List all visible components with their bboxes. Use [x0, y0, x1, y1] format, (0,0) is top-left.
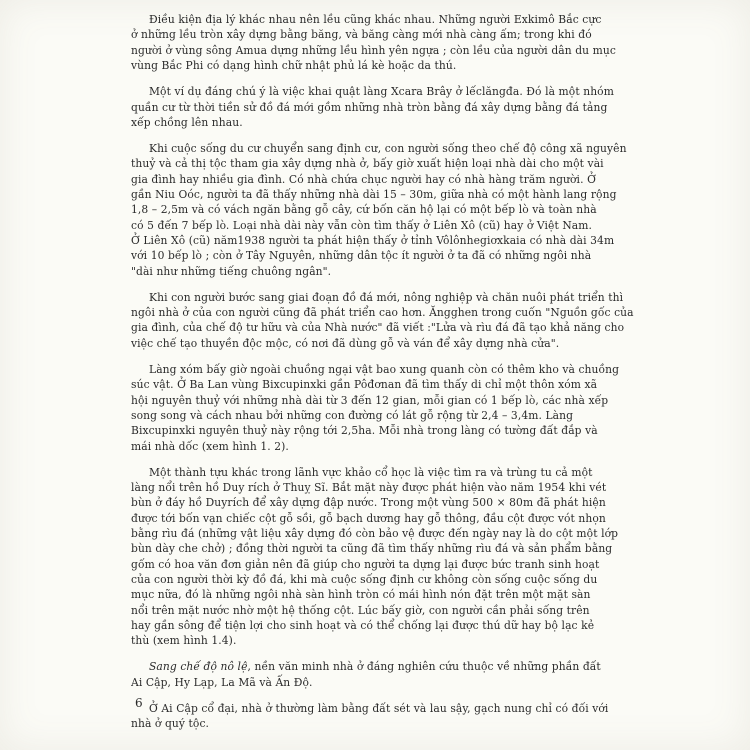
text-line: được tới bốn vạn chiếc cột gỗ sồi, gỗ bạch dương hay gỗ thông, đầu cột được vót nhọn	[131, 511, 606, 525]
text-line: Khi cuộc sống du cư chuyển sang định cư, con người sống theo chế độ công xã nguyên	[149, 142, 627, 156]
text-line: súc vật. Ở Ba Lan vùng Bixcupinxki gần Pôđơnan đã tìm thấy di chỉ một thôn xóm xã	[131, 378, 598, 392]
text-line: Ở Liên Xô (cũ) năm1938 người ta phát hiện thấy ở tỉnh Vôlônhegiơxkaia có nhà dài 34m	[131, 233, 615, 247]
text-line: Một ví dụ đáng chú ý là việc khai quật làng Xcara Brây ở lếclăngđa. Đó là một nhóm	[149, 85, 614, 99]
text-line: mục nữa, đó là những ngôi nhà sàn hình tròn có mái hình nón đặt trên một mặt sàn	[131, 588, 591, 602]
text-line: ngôi nhà ở của con người cũng đã phát triển cao hơn. Ăngghen trong cuốn "Nguồn gốc của	[131, 306, 634, 320]
text-line: Bixcupinxki nguyên thuỷ này rộng tới 2,5ha. Mỗi nhà trong làng có tường đất đắp và	[131, 424, 598, 438]
text-line: quần cư từ thời tiền sử đồ đá mới gồm những nhà tròn bằng đá xây dựng bằng đá tảng	[131, 100, 608, 114]
text-line: bùn ở đáy hồ Duyrích để xây dựng đập nước. Trong một vùng 500 × 80m đã phát hiện	[131, 496, 606, 510]
text-line: bằng rìu đá (những vật liệu xây dựng đó còn bảo vệ được đến ngày nay là do cột một lớp	[131, 527, 619, 540]
text-line: của con người thời kỳ đồ đá, khi mà cuộc sống định cư không còn sống cuộc sống du	[131, 572, 598, 586]
text-line: Ai Cập, Hy Lạp, La Mã và Ấn Độ.	[131, 675, 313, 689]
text-line: hay gần sông để tiện lợi cho sinh hoạt và có thể chống lại được thú dữ hay bộ lạc kẻ	[131, 618, 595, 632]
text-line: gần Niu Oóc, người ta đã thấy những nhà dài 15 – 30m, giữa nhà có một hành lang rộng	[131, 188, 617, 201]
text-line: làng nổi trên hồ Duy rích ở Thuỵ Sĩ. Bắt mặt này được phát hiện vào năm 1954 khi vét	[131, 481, 607, 495]
text-line: Điều kiện địa lý khác nhau nên lều cũng khác nhau. Những người Exkimô Bắc cực	[149, 13, 602, 26]
text-line: gia đình, của chế độ tư hữu và của Nhà nước" đã viết :"Lửa và rìu đá đã tạo khả năng cho	[131, 321, 625, 335]
text-line: thuỷ và cả thị tộc tham gia xây dựng nhà ở, bấy giờ xuất hiện loại nhà dài cho một vài	[131, 157, 604, 171]
text-line: mái nhà dốc (xem hình 1. 2).	[131, 439, 289, 453]
text-line: Sang chế độ nô lệ, nền văn minh nhà ở đáng nghiên cứu thuộc về những phần đất	[149, 660, 601, 674]
text-line: xếp chồng lên nhau.	[131, 115, 243, 129]
text-line: Một thành tựu khác trong lãnh vực khảo cổ học là việc tìm ra và trùng tu cả một	[149, 465, 593, 479]
page-number: 6	[135, 696, 143, 710]
text-line: hội nguyên thuỷ với những nhà dài từ 3 đến 12 gian, mỗi gian có 1 bếp lò, các nhà xếp	[131, 393, 609, 407]
text-line: bùn dày che chở) ; đồng thời người ta cũng đã tìm thấy những rìu đá và sản phẩm bằng	[131, 542, 613, 556]
text-line: người ở vùng sông Amua dựng những lều hình yên ngựa ; còn lều của người dân du mục	[131, 43, 616, 57]
text-line: 1,8 – 2,5m và có vách ngăn bằng gỗ cây, cứ bốn căn hộ lại có một bếp lò và toàn nhà	[131, 203, 597, 217]
text-line: gốm có hoa văn đơn giản nên đã giúp cho người ta dựng lại được bức tranh sinh hoạt	[131, 557, 600, 571]
text-line: Làng xóm bấy giờ ngoài chuồng ngại vật bao xung quanh còn có thêm kho và chuồng	[149, 363, 620, 376]
text-line: Khi con người bước sang giai đoạn đồ đá mới, nông nghiệp và chăn nuôi phát triển thì	[149, 290, 624, 304]
text-line: vùng Bắc Phi có dạng hình chữ nhật phủ lá kè hoặc da thú.	[131, 58, 457, 72]
text-line: Ở Ai Cập cổ đại, nhà ở thường làm bằng đất sét và lau sậy, gạch nung chỉ có đối với	[149, 702, 609, 715]
text-line: thù (xem hình 1.4).	[131, 634, 237, 648]
text-line: việc chế tạo thuyền độc mộc, có nơi đã dùng gỗ và ván để xây dựng nhà cửa".	[131, 336, 560, 350]
page-body-lower	[131, 0, 731, 750]
text-line: nổi trên mặt nước nhờ một hệ thống cột. Lúc bấy giờ, con người cần phải sống trên	[131, 603, 590, 617]
text-line: ở những lều tròn xây dựng bằng băng, và băng càng mới nhà càng ấm; trong khi đó	[131, 28, 592, 42]
text-line: "dài như những tiếng chuông ngân".	[131, 264, 332, 278]
text-line: nhà ở quý tộc.	[131, 717, 210, 731]
text-line: song song và cách nhau bởi những con đường có lát gỗ rộng từ 2,4 – 3,4m. Làng	[131, 408, 574, 422]
text-line: có 5 đến 7 bếp lò. Loại nhà dài này vẫn còn tìm thấy ở Liên Xô (cũ) hay ở Việt Nam.	[131, 218, 593, 232]
text-line: gia đình hay nhiều gia đình. Có nhà chứa chục người hay có nhà hàng trăm người. Ở	[131, 172, 596, 186]
text-line: với 10 bếp lò ; còn ở Tây Nguyên, những dân tộc ít người ở ta đã có những ngôi nhà	[131, 249, 592, 263]
